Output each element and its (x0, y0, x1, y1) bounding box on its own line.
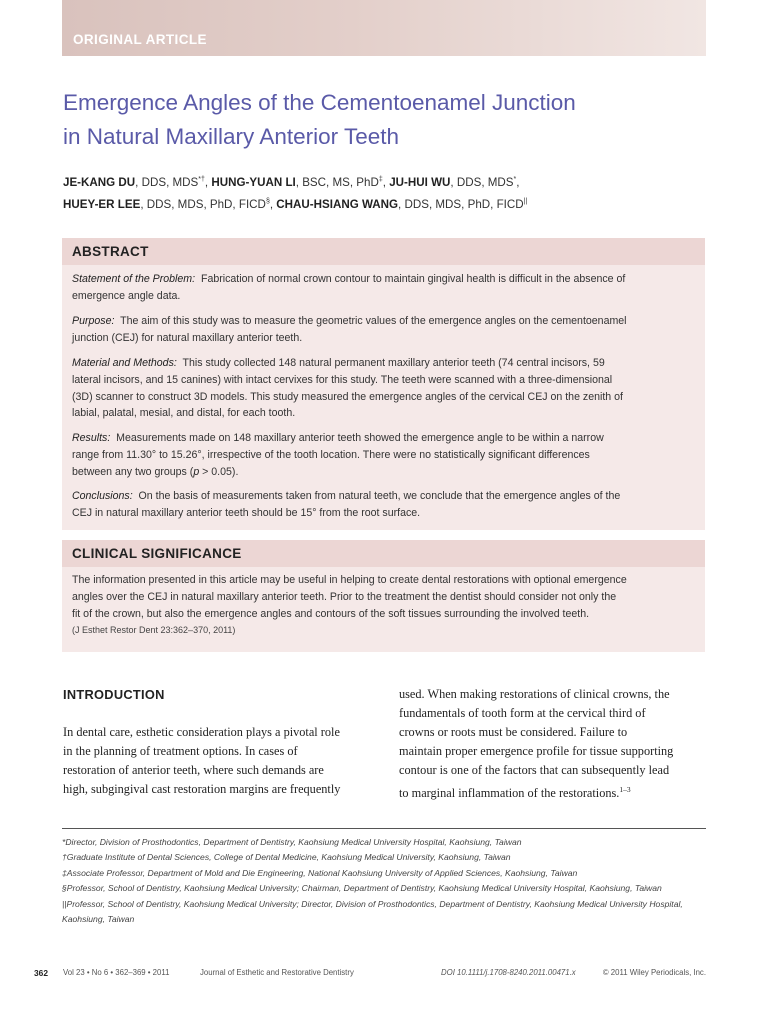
doi-text: DOI 10.1111/j.1708-8240.2011.00471.x (441, 968, 576, 977)
author-list (63, 170, 713, 214)
abstract-methods-label: Material and Methods: (72, 357, 177, 369)
body-line: contour is one of the factors that can subsequently lead (399, 763, 670, 777)
abstract-results-label: Results: (72, 432, 111, 444)
clinical-significance-text (72, 572, 696, 639)
author-name: CHAU-HSIANG WANG (276, 197, 399, 211)
footnote-5-continued: Kaohsiung, Taiwan (62, 914, 135, 925)
footnote-5: ||Professor, School of Dentistry, Kaohsiung Medical University; Director, Division of Prosthodontics, Department of Dentistry, Kaohsiung Medical University Hospital, (62, 898, 683, 909)
clinical-text-line-1: The information presented in this article may be useful in helping to create dental restorations with optional emergence (72, 574, 627, 586)
clinical-text-line-2: angles over the CEJ in natural maxillary anterior teeth. Prior to the treatment the dentist should consider not only the (72, 590, 617, 603)
abstract-box (62, 238, 705, 530)
abstract-problem-text: Fabrication of normal crown contour to maintain gingival health is difficult in the absence of (200, 273, 626, 285)
author-name: HUNG-YUAN LI (211, 175, 296, 189)
author-affiliation-mark: § (265, 197, 270, 205)
body-column-left (63, 723, 373, 799)
volume-info: Vol 23 • No 6 • 362–369 • 2011 (63, 968, 170, 977)
abstract-purpose (72, 313, 696, 347)
body-line: fundamentals of tooth form at the cervical third of (399, 706, 646, 720)
abstract-conclusions (72, 488, 696, 522)
body-line: in the planning of treatment options. In cases of (63, 744, 298, 758)
abstract-problem (72, 271, 696, 305)
abstract-methods (72, 355, 696, 422)
author-affiliation-mark: || (523, 197, 528, 205)
author-line-1: JE-KANG DU, DDS, MDS*†, HUNG-YUAN LI, BSC, MS, PhD‡, JU-HUI WU, DDS, MDS*, (63, 175, 520, 189)
author-degrees: , DDS, MDS (135, 175, 199, 189)
abstract-methods-text-2: lateral incisors, and 15 canines) with intact cervixes for this study. The teeth were scanned with a three-dimensional (72, 373, 613, 386)
author-affiliation-mark: * (513, 176, 517, 183)
abstract-purpose-label: Purpose: (72, 315, 115, 327)
abstract-results-text-2: range from 11.30° to 15.26°, irrespective of the tooth location. There were no statistically significant differences (72, 448, 590, 461)
abstract-results-text: Measurements made on 148 maxillary anterior teeth showed the emergence angle to be within a narrow (116, 432, 604, 444)
author-degrees: , DDS, MDS, PhD, FICD (140, 197, 266, 211)
article-type-banner (62, 0, 706, 56)
abstract-purpose-text: The aim of this study was to measure the geometric values of the emergence angles on the cementoenamel (120, 315, 627, 327)
author-name: JE-KANG DU (63, 175, 136, 189)
body-line: restoration of anterior teeth, where such demands are (63, 763, 324, 777)
body-line: maintain proper emergence profile for tissue supporting (399, 744, 674, 758)
reference-mark: 1–3 (619, 785, 631, 794)
author-name: HUEY-ER LEE (63, 197, 141, 211)
article-type-label: ORIGINAL ARTICLE (73, 32, 207, 47)
body-line: to marginal inflammation of the restorations. (399, 786, 620, 801)
footnote-divider (62, 828, 706, 829)
author-degrees: , BSC, MS, PhD (295, 175, 379, 189)
body-line: crowns or roots must be considered. Failure to (399, 725, 628, 739)
abstract-methods-text-3: (3D) scanner to construct 3D models. This study measured the emergence angles of the cervical CEJ on the zenith of (72, 390, 623, 403)
author-affiliation-mark: ‡ (378, 176, 383, 183)
author-degrees: , DDS, MDS (450, 175, 514, 189)
journal-name: Journal of Esthetic and Restorative Dentistry (200, 968, 354, 977)
author-degrees: , DDS, MDS, PhD, FICD (398, 197, 524, 211)
p-value-symbol: p (193, 465, 200, 478)
article-title-line-2: in Natural Maxillary Anterior Teeth (63, 124, 399, 149)
footnote-3: ‡Associate Professor, Department of Mold and Die Engineering, National Kaohsiung University of Applied Sciences, Kaohsiung, Taiwan (62, 867, 578, 878)
abstract-conclusions-label: Conclusions: (72, 490, 133, 502)
journal-citation: (J Esthet Restor Dent 23:362–370, 2011) (72, 625, 236, 636)
footnote-4: §Professor, School of Dentistry, Kaohsiung Medical University; Chairman, Department of Dentistry, Kaohsiung Medical University Hospital, Kaohsiung, Taiwan (62, 883, 662, 894)
abstract-results-text-3: between any two groups ( (72, 465, 194, 478)
footnote-1: *Director, Division of Prosthodontics, Department of Dentistry, Kaohsiung Medical University Hospital, Kaohsiung, Taiwan (62, 837, 522, 847)
body-column-right (399, 685, 709, 803)
abstract-results-text-3b: > 0.05). (199, 465, 239, 478)
introduction-heading: INTRODUCTION (63, 687, 165, 702)
abstract-results (72, 430, 696, 480)
page-number: 362 (34, 968, 48, 978)
abstract-problem-label: Statement of the Problem: (72, 273, 196, 285)
clinical-text-line-3: fit of the crown, but also the emergence angles and contours of the soft tissues surrounding the involved teeth. (72, 607, 590, 620)
page-footer (34, 968, 708, 982)
footnote-2: †Graduate Institute of Dental Sciences, College of Dental Medicine, Kaohsiung Medical University, Kaohsiung, Taiwan (62, 852, 511, 863)
article-title-line-1: Emergence Angles of the Cementoenamel Junction (63, 90, 576, 115)
abstract-conclusions-text: On the basis of measurements taken from natural teeth, we conclude that the emergence angles of the (138, 490, 621, 502)
affiliation-footnotes (62, 835, 708, 927)
body-line: used. When making restorations of clinical crowns, the (399, 687, 670, 701)
article-title (63, 86, 703, 154)
clinical-significance-heading: CLINICAL SIGNIFICANCE (62, 540, 705, 567)
body-line: In dental care, esthetic consideration plays a pivotal role (63, 725, 340, 739)
abstract-methods-text-4: labial, palatal, mesial, and distal, for each tooth. (72, 407, 296, 420)
author-name: JU-HUI WU (389, 175, 451, 189)
abstract-conclusions-text-2: CEJ in natural maxillary anterior teeth should be 15° from the root surface. (72, 506, 421, 519)
clinical-significance-box (62, 540, 705, 652)
author-affiliation-mark: *† (198, 176, 205, 183)
copyright-text: © 2011 Wiley Periodicals, Inc. (602, 968, 706, 977)
author-line-2: HUEY-ER LEE, DDS, MDS, PhD, FICD§, CHAU-HSIANG WANG, DDS, MDS, PhD, FICD|| (63, 197, 528, 211)
body-line: high, subgingival cast restoration margins are frequently (63, 782, 341, 796)
abstract-problem-text-2: emergence angle data. (72, 289, 181, 302)
abstract-methods-text: This study collected 148 natural permanent maxillary anterior teeth (74 central incisors, 59 (182, 357, 605, 369)
abstract-purpose-text-2: junction (CEJ) for natural maxillary anterior teeth. (72, 331, 303, 344)
abstract-heading: ABSTRACT (62, 238, 705, 265)
